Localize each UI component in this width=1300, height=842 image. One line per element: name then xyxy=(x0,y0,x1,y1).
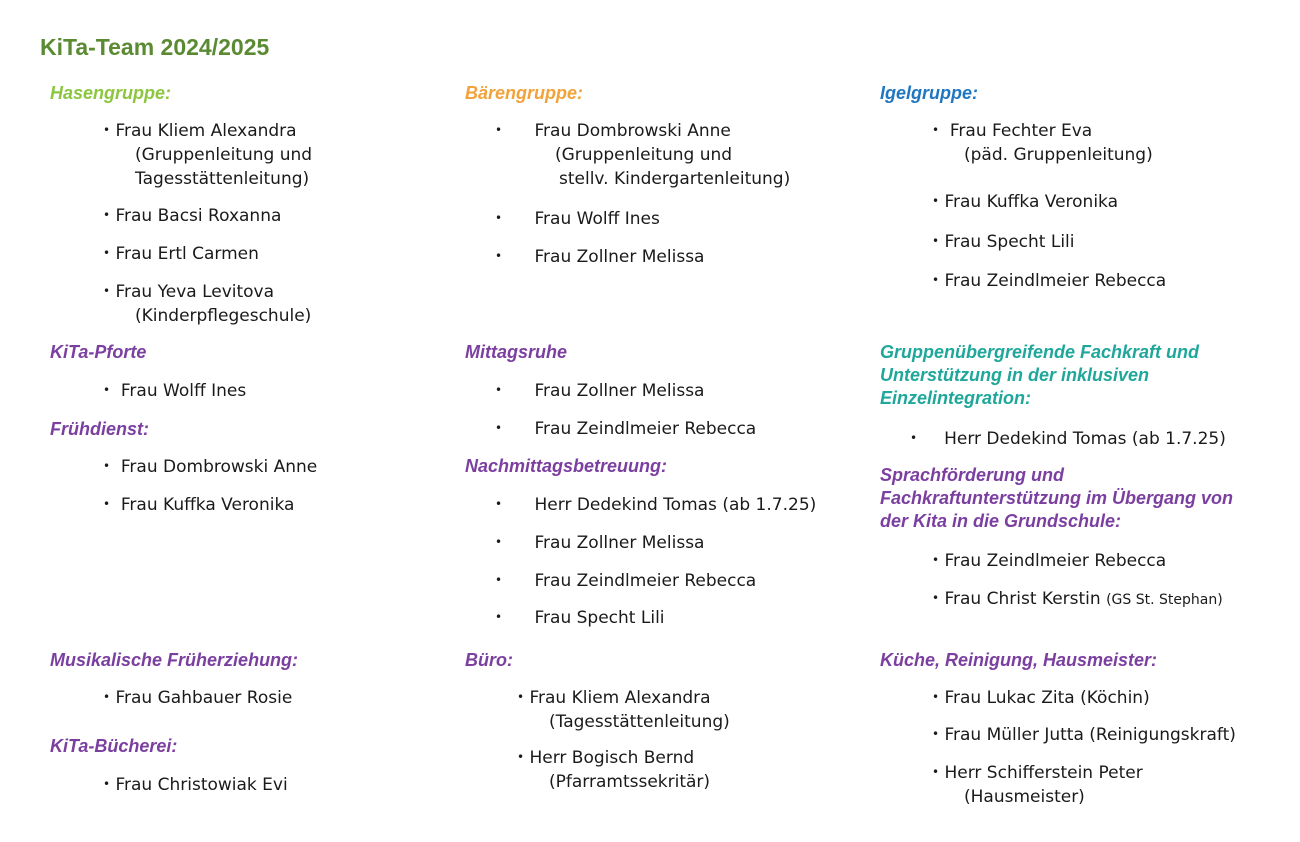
list-item: • Herr Dedekind Tomas (ab 1.7.25) xyxy=(910,429,1226,449)
heading-baerengruppe: Bärengruppe: xyxy=(465,83,584,103)
heading-sprachfoerderung: Sprachförderung und Fachkraftunterstützung im Übergang von der Kita in die Grundschule: xyxy=(880,465,1234,531)
list-item: • Frau Zeindlmeier Rebecca xyxy=(932,271,1167,291)
list-item: • Frau Fechter Eva (päd. Gruppenleitung) xyxy=(932,121,1153,165)
list-item: • Frau Dombrowski Anne (Gruppenleitung und stellv. Kindergartenleitung) xyxy=(495,121,791,189)
list-item: • Frau Kuffka Veronika xyxy=(932,192,1119,212)
list-item: • Herr Schifferstein Peter (Hausmeister) xyxy=(932,763,1143,807)
list-item: • Frau Zeindlmeier Rebecca xyxy=(495,571,757,591)
list-item: • Frau Bacsi Roxanna xyxy=(103,206,282,226)
heading-nachmittagsbetreuung: Nachmittagsbetreuung: xyxy=(465,456,668,476)
page-title: KiTa-Team 2024/2025 xyxy=(40,34,270,60)
list-item: • Frau Kuffka Veronika xyxy=(103,495,295,515)
list-item: • Frau Gahbauer Rosie xyxy=(103,688,293,708)
heading-musikalische-frueherziehung: Musikalische Früherziehung: xyxy=(50,650,299,670)
list-item: • Frau Zollner Melissa xyxy=(495,247,705,267)
list-item: • Frau Christowiak Evi xyxy=(103,775,288,795)
heading-kita-buecherei: KiTa-Bücherei: xyxy=(50,736,178,756)
list-item: • Frau Zeindlmeier Rebecca xyxy=(495,419,757,439)
list-item: • Frau Zollner Melissa xyxy=(495,533,705,553)
heading-fruehdienst: Frühdienst: xyxy=(50,419,149,439)
list-item: • Frau Kliem Alexandra (Tagesstättenleitung) xyxy=(517,688,730,732)
list-item: • Frau Ertl Carmen xyxy=(103,244,259,264)
list-item: • Frau Kliem Alexandra (Gruppenleitung und Tagesstättenleitung) xyxy=(103,121,313,189)
list-item: • Frau Specht Lili xyxy=(495,608,665,628)
list-item: • Frau Dombrowski Anne xyxy=(103,457,318,477)
heading-igelgruppe: Igelgruppe: xyxy=(880,83,978,103)
list-item: • Frau Wolff Ines xyxy=(103,381,247,401)
list-item: • Frau Yeva Levitova (Kinderpflegeschule) xyxy=(103,282,312,326)
heading-mittagsruhe: Mittagsruhe xyxy=(465,342,568,362)
heading-fachkraft: Gruppenübergreifende Fachkraft und Unterstützung in der inklusiven Einzelintegration: xyxy=(880,342,1200,408)
list-item: • Frau Zollner Melissa xyxy=(495,381,705,401)
heading-kueche: Küche, Reinigung, Hausmeister: xyxy=(880,650,1158,670)
list-item: • Frau Müller Jutta (Reinigungskraft) xyxy=(932,725,1236,745)
list-item: • Frau Christ Kerstin (GS St. Stephan) xyxy=(932,589,1223,609)
heading-kita-pforte: KiTa-Pforte xyxy=(50,342,147,362)
heading-buero: Büro: xyxy=(465,650,513,670)
list-item: • Frau Wolff Ines xyxy=(495,209,660,229)
list-item: • Frau Zeindlmeier Rebecca xyxy=(932,551,1167,571)
list-item: • Herr Bogisch Bernd (Pfarramtssekritär) xyxy=(517,748,711,792)
heading-hasengruppe: Hasengruppe: xyxy=(50,83,172,103)
list-item: • Frau Lukac Zita (Köchin) xyxy=(932,688,1150,708)
list-item: • Frau Specht Lili xyxy=(932,232,1075,252)
list-item: • Herr Dedekind Tomas (ab 1.7.25) xyxy=(495,495,817,515)
